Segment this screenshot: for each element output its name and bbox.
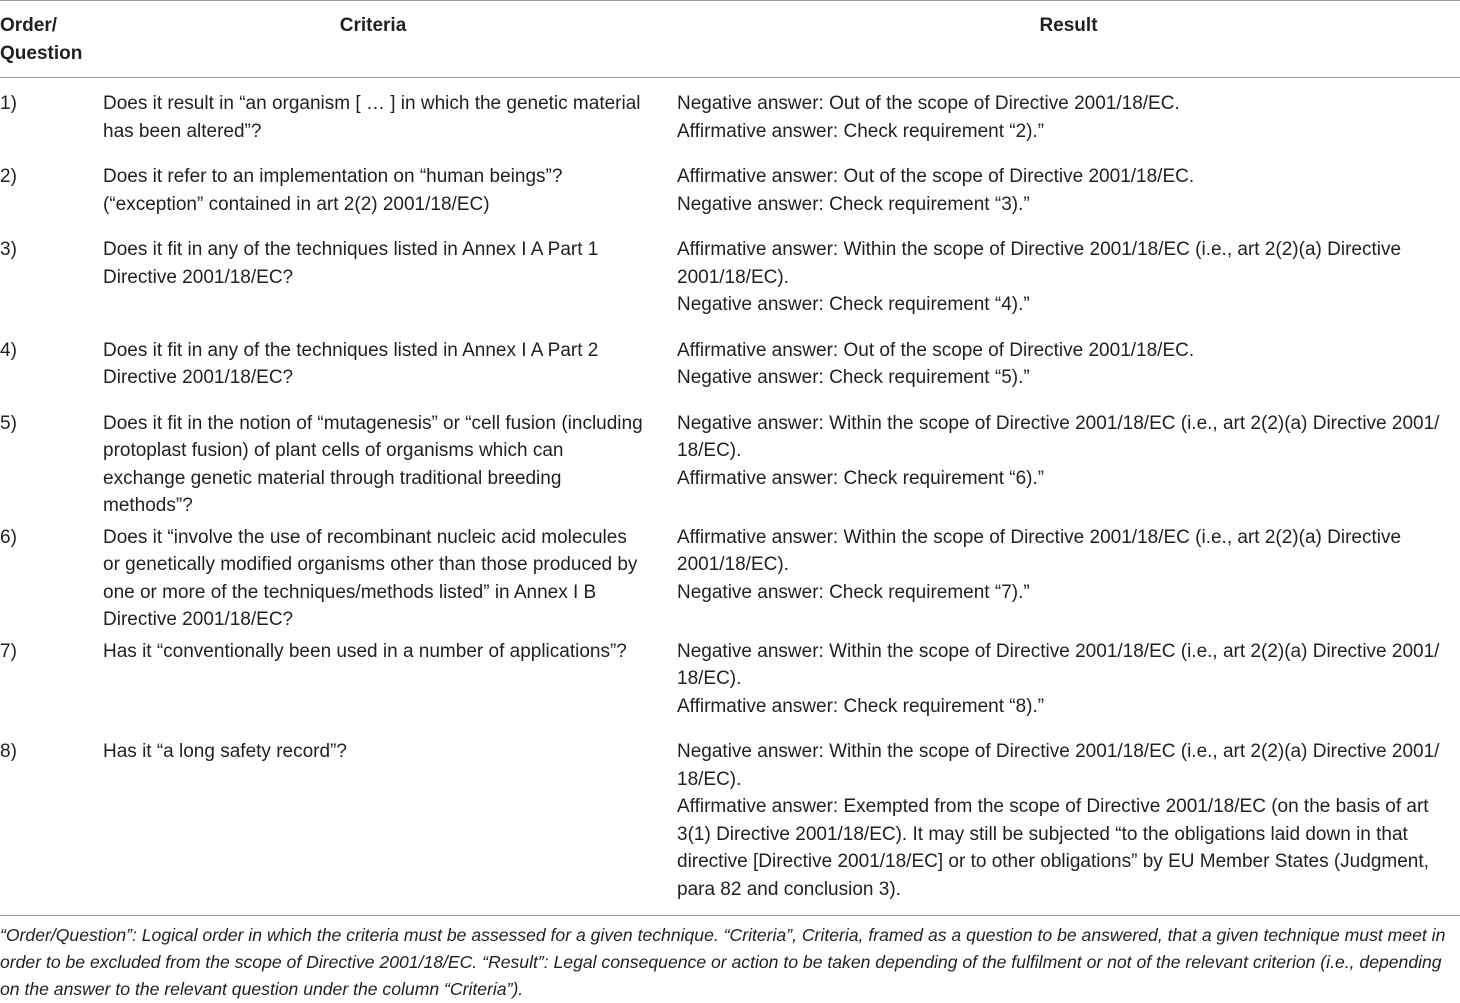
- result-line: Negative answer: Within the scope of Directive 2001/18/EC (i.e., art 2(2)(a) Directive 2001/: [677, 412, 1440, 434]
- result-line: 18/EC).: [677, 668, 742, 689]
- result-line: Affirmative answer: Out of the scope of Directive 2001/18/EC.: [677, 166, 1195, 187]
- criteria-line: Does it “involve the use of recombinant nucleic acid molecules: [103, 526, 627, 548]
- table-footnote: [0, 922, 1460, 1003]
- table-row: [0, 218, 1460, 319]
- order-cell: 7): [0, 640, 17, 662]
- result-line: para 82 and conclusion 3).: [677, 878, 901, 900]
- table-row: [0, 319, 1460, 392]
- order-cell: 2): [0, 166, 17, 187]
- order-cell: 4): [0, 339, 17, 361]
- order-cell: 1): [0, 93, 17, 114]
- header-result: Result: [677, 12, 1460, 78]
- table-row: [0, 392, 1460, 520]
- table-row: [0, 78, 1460, 146]
- criteria-cell: [103, 720, 677, 903]
- result-line: 3(1) Directive 2001/18/EC). It may still be subjected “to the obligations laid down in that: [677, 823, 1408, 845]
- table-row: [0, 720, 1460, 903]
- criteria-cell: [103, 634, 677, 721]
- footnote-line: on the answer to the relevant question under the column “Criteria”).: [0, 979, 524, 999]
- result-line: directive [Directive 2001/18/EC] or to other obligations” by EU Member States (Judgment,: [677, 851, 1429, 872]
- header-criteria: Criteria: [103, 12, 677, 78]
- criteria-line: Has it “a long safety record”?: [103, 741, 347, 762]
- result-cell: [677, 145, 1460, 218]
- criteria-cell: [103, 520, 677, 634]
- result-line: Affirmative answer: Out of the scope of Directive 2001/18/EC.: [677, 339, 1195, 361]
- result-line: Negative answer: Out of the scope of Directive 2001/18/EC.: [677, 93, 1180, 114]
- result-line: Affirmative answer: Check requirement “8).”: [677, 695, 1045, 717]
- result-cell: [677, 720, 1460, 903]
- result-cell: [677, 520, 1460, 634]
- result-line: 18/EC).: [677, 768, 742, 790]
- result-line: 18/EC).: [677, 440, 742, 461]
- criteria-line: Directive 2001/18/EC?: [103, 367, 294, 388]
- result-cell: [677, 319, 1460, 392]
- criteria-line: Directive 2001/18/EC?: [103, 609, 294, 630]
- result-line: 2001/18/EC).: [677, 266, 789, 288]
- criteria-line: has been altered”?: [103, 120, 262, 142]
- table-row: [0, 520, 1460, 634]
- footnote-line: order to be excluded from the scope of Directive 2001/18/EC. “Result”: Legal consequence or action to be taken depending of the fulfilment or not of the relevant criterion (i.e., depending: [0, 952, 1442, 972]
- criteria-line: one or more of the techniques/methods listed” in Annex I B: [103, 581, 597, 603]
- result-line: Affirmative answer: Check requirement “2).”: [677, 120, 1045, 142]
- table-row: [0, 145, 1460, 218]
- result-line: Negative answer: Within the scope of Directive 2001/18/EC (i.e., art 2(2)(a) Directive 2001/: [677, 741, 1440, 762]
- result-cell: [677, 78, 1460, 146]
- result-line: Negative answer: Check requirement “4).”: [677, 294, 1030, 315]
- order-cell: 8): [0, 741, 17, 762]
- result-cell: [677, 392, 1460, 520]
- result-line: Negative answer: Within the scope of Directive 2001/18/EC (i.e., art 2(2)(a) Directive 2001/: [677, 640, 1440, 662]
- order-cell: 6): [0, 526, 17, 548]
- header-order-line1: Order/: [0, 15, 58, 36]
- result-line: Negative answer: Check requirement “3).”: [677, 193, 1030, 215]
- criteria-line: (“exception” contained in art 2(2) 2001/18/EC): [103, 193, 490, 215]
- result-line: Affirmative answer: Within the scope of Directive 2001/18/EC (i.e., art 2(2)(a) Directive: [677, 239, 1402, 260]
- result-cell: [677, 634, 1460, 721]
- criteria-line: methods”?: [103, 495, 193, 516]
- result-line: 2001/18/EC).: [677, 554, 789, 575]
- criteria-line: or genetically modified organisms other than those produced by: [103, 554, 638, 575]
- criteria-line: Does it fit in any of the techniques listed in Annex I A Part 1: [103, 239, 599, 260]
- criteria-cell: [103, 145, 677, 218]
- order-cell: 5): [0, 412, 17, 434]
- result-line: Affirmative answer: Exempted from the scope of Directive 2001/18/EC (on the basis of art: [677, 796, 1429, 817]
- header-order-question: [0, 12, 103, 78]
- order-cell: 3): [0, 239, 17, 260]
- result-line: Affirmative answer: Within the scope of Directive 2001/18/EC (i.e., art 2(2)(a) Directive: [677, 526, 1402, 548]
- criteria-cell: [103, 218, 677, 319]
- criteria-line: protoplast fusion) of plant cells of organisms which can: [103, 440, 564, 461]
- criteria-line: Does it result in “an organism [ … ] in which the genetic material: [103, 93, 641, 114]
- criteria-line: exchange genetic material through traditional breeding: [103, 467, 562, 489]
- criteria-line: Has it “conventionally been used in a number of applications”?: [103, 640, 627, 662]
- criteria-cell: [103, 319, 677, 392]
- table-row: [0, 634, 1460, 721]
- result-line: Affirmative answer: Check requirement “6).”: [677, 467, 1045, 489]
- header-row: [0, 12, 1460, 78]
- header-order-line2: Question: [0, 42, 83, 64]
- result-line: Negative answer: Check requirement “7).”: [677, 581, 1030, 603]
- criteria-cell: [103, 392, 677, 520]
- table-body: [0, 78, 1460, 904]
- criteria-line: Does it refer to an implementation on “human beings”?: [103, 166, 563, 187]
- result-cell: [677, 218, 1460, 319]
- criteria-line: Directive 2001/18/EC?: [103, 266, 294, 288]
- criteria-table: [0, 12, 1460, 903]
- criteria-cell: [103, 78, 677, 146]
- criteria-line: Does it fit in the notion of “mutagenesis” or “cell fusion (including: [103, 412, 643, 434]
- result-line: Negative answer: Check requirement “5).”: [677, 367, 1030, 388]
- top-rule: [0, 0, 1460, 1]
- footnote-rule: [0, 915, 1460, 916]
- criteria-line: Does it fit in any of the techniques listed in Annex I A Part 2: [103, 339, 599, 361]
- footnote-line: “Order/Question”: Logical order in which the criteria must be assessed for a given technique. “Criteria”, Criteria, framed as a question to be answered, that a given technique must meet in: [0, 925, 1446, 945]
